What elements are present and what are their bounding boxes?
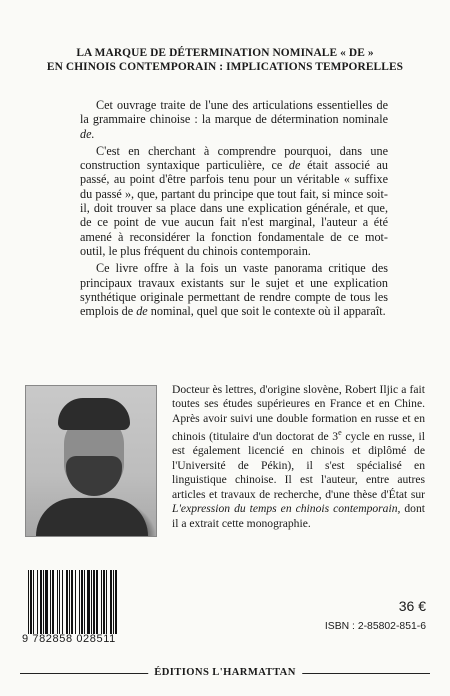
author-photo-beard — [66, 456, 122, 496]
author-photo-shirt — [36, 498, 148, 536]
barcode-bar — [91, 570, 92, 634]
barcode-bar — [115, 570, 117, 634]
bio-superscript: e — [338, 428, 342, 438]
barcode-bar — [28, 570, 29, 634]
summary-p3-text-b: nominal, quel que soit le contexte où il apparaît. — [147, 304, 386, 319]
summary-p3-text-a: Ce livre offre à la fois un vaste panorama critique des principaux travaux existants sur le sujet et une explication synthétique originale permettant de rendre compte de tous les emplois de — [80, 261, 388, 319]
price: 36 € — [398, 598, 426, 614]
book-title — [40, 46, 410, 74]
barcode-bar — [45, 570, 48, 634]
barcode-bar — [110, 570, 112, 634]
barcode-bar — [113, 570, 114, 634]
author-photo — [25, 385, 157, 537]
isbn: ISBN : 2-85802-851-6 — [324, 621, 426, 632]
barcode-bar — [40, 570, 42, 634]
barcode-bar — [101, 570, 102, 634]
bio-text-b: cycle en russe, il est également licencié en chinois et diplômé de l'Université de Pékin), il s'est spécialisé en linguistique chinoise. Il est l'auteur, entre autres articles et travaux de recherche, d'une thèse d'État sur — [172, 430, 425, 501]
barcode-bar — [62, 570, 63, 634]
bio-text-c: dont il a extrait cette monographie. — [172, 502, 425, 530]
author-bio-paragraph — [172, 383, 425, 531]
book-title-line-1: LA MARQUE DE DÉTERMINATION NOMINALE « DE » — [76, 47, 374, 59]
barcode-bar — [106, 570, 107, 634]
barcode-bar — [69, 570, 70, 634]
publisher-name: ÉDITIONS L'HARMATTAN — [148, 667, 302, 678]
author-biography — [172, 383, 425, 531]
bio-text-a: Docteur ès lettres, d'origine slovène, Robert Iljic a fait toutes ses études supérieures en France et en Chine. Après avoir suivi une double formation en russe et en chinois (titulaire d'un doctorat de 3 — [172, 383, 425, 444]
summary-p2-italic: de — [288, 158, 301, 173]
summary-text — [80, 98, 388, 318]
barcode-bar — [52, 570, 54, 634]
barcode-bar — [93, 570, 95, 634]
author-photo-hair — [58, 398, 130, 430]
barcode — [26, 570, 152, 634]
barcode-bar — [66, 570, 68, 634]
barcode-bar — [30, 570, 32, 634]
barcode-digits: 9 782858 028511 — [22, 633, 116, 645]
bio-italic-title: L'expression du temps en chinois contemporain, — [172, 502, 401, 516]
barcode-bar — [103, 570, 105, 634]
summary-p2-text-b: était associé au passé, au point d'être parfois tenu pour un véritable « suffixe du passé », que, partant du principe que tout fait, si mince soit-il, doit trouver sa place dans une explication générale, et que, de ce point de vue aucun fait n'est marginal, l'auteur a été amené à reconsidérer la fonction fondamentale de ce mot-outil, le plus fréquent du chinois contemporain. — [80, 158, 388, 258]
barcode-bar — [87, 570, 90, 634]
summary-p3-italic: de — [136, 304, 148, 319]
barcode-bar — [57, 570, 58, 634]
barcode-bar — [84, 570, 85, 634]
barcode-bar — [81, 570, 83, 634]
barcode-bar — [59, 570, 60, 634]
barcode-bar — [79, 570, 80, 634]
summary-paragraph-1 — [80, 98, 388, 141]
barcode-bar — [43, 570, 44, 634]
barcode-bar — [96, 570, 98, 634]
book-title-line-2: EN CHINOIS CONTEMPORAIN : IMPLICATIONS TEMPORELLES — [46, 61, 404, 73]
barcode-bar — [75, 570, 76, 634]
summary-p1-text: Cet ouvrage traite de l'une des articulations essentielles de la grammaire chinoise : la marque de détermination nominale — [80, 98, 388, 127]
barcode-bar — [71, 570, 73, 634]
publisher-footer — [20, 668, 430, 678]
summary-paragraph-3 — [80, 261, 388, 318]
summary-p1-italic: de. — [80, 126, 95, 141]
summary-p2-text-a: C'est en cherchant à comprendre pourquoi, dans une construction syntaxique particulière, ce — [80, 143, 388, 173]
barcode-bar — [50, 570, 51, 634]
barcode-bar — [33, 570, 34, 634]
barcode-bar — [37, 570, 38, 634]
summary-paragraph-2 — [80, 144, 388, 258]
